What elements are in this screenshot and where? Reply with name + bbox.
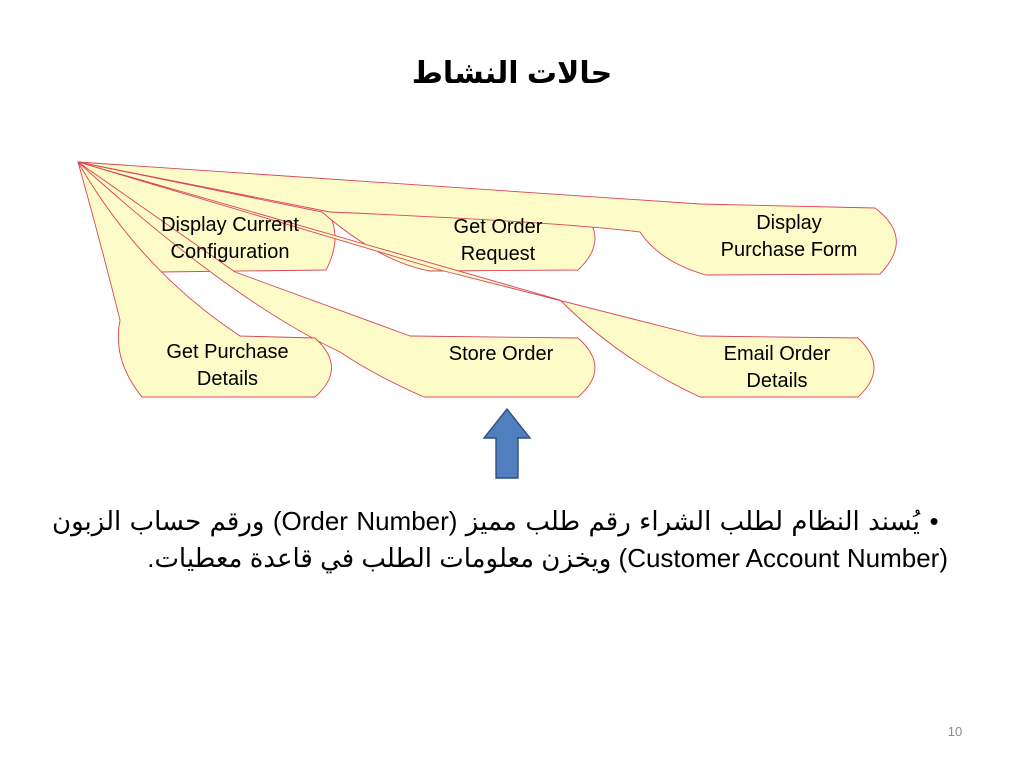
up-arrow-icon (484, 409, 530, 478)
node-store-order (424, 341, 578, 371)
node-label-line: Request (460, 243, 536, 265)
node-label-line: Get Order (453, 216, 543, 238)
node-label-line: Details (196, 368, 259, 390)
bullet-item (52, 503, 948, 577)
node-label-line: Store Order (448, 343, 554, 365)
page-number: 10 (947, 724, 963, 739)
node-get-order-request (420, 214, 576, 266)
node-display-current-config (140, 212, 320, 268)
node-email-order-details (696, 341, 858, 397)
bullet-text: يُسند النظام لطلب الشراء رقم طلب مميز (Order Number) ورقم حساب الزبون (Customer Account Number) ويخزن معلومات الطلب في قاعدة معطيات. (52, 506, 948, 573)
node-get-purchase-details (140, 339, 315, 395)
node-label-line: Display (756, 212, 822, 234)
node-label-line: Display Current (161, 214, 299, 236)
node-label-line: Purchase Form (720, 239, 858, 261)
bullet-symbol: • (929, 506, 939, 536)
node-label-line: Email Order (723, 343, 831, 365)
slide-title: حالات النشاط (411, 57, 613, 90)
node-label-line: Get Purchase (166, 341, 289, 363)
node-display-purchase-form (700, 210, 878, 266)
node-label-line: Details (746, 370, 808, 392)
node-label-line: Configuration (170, 241, 290, 263)
